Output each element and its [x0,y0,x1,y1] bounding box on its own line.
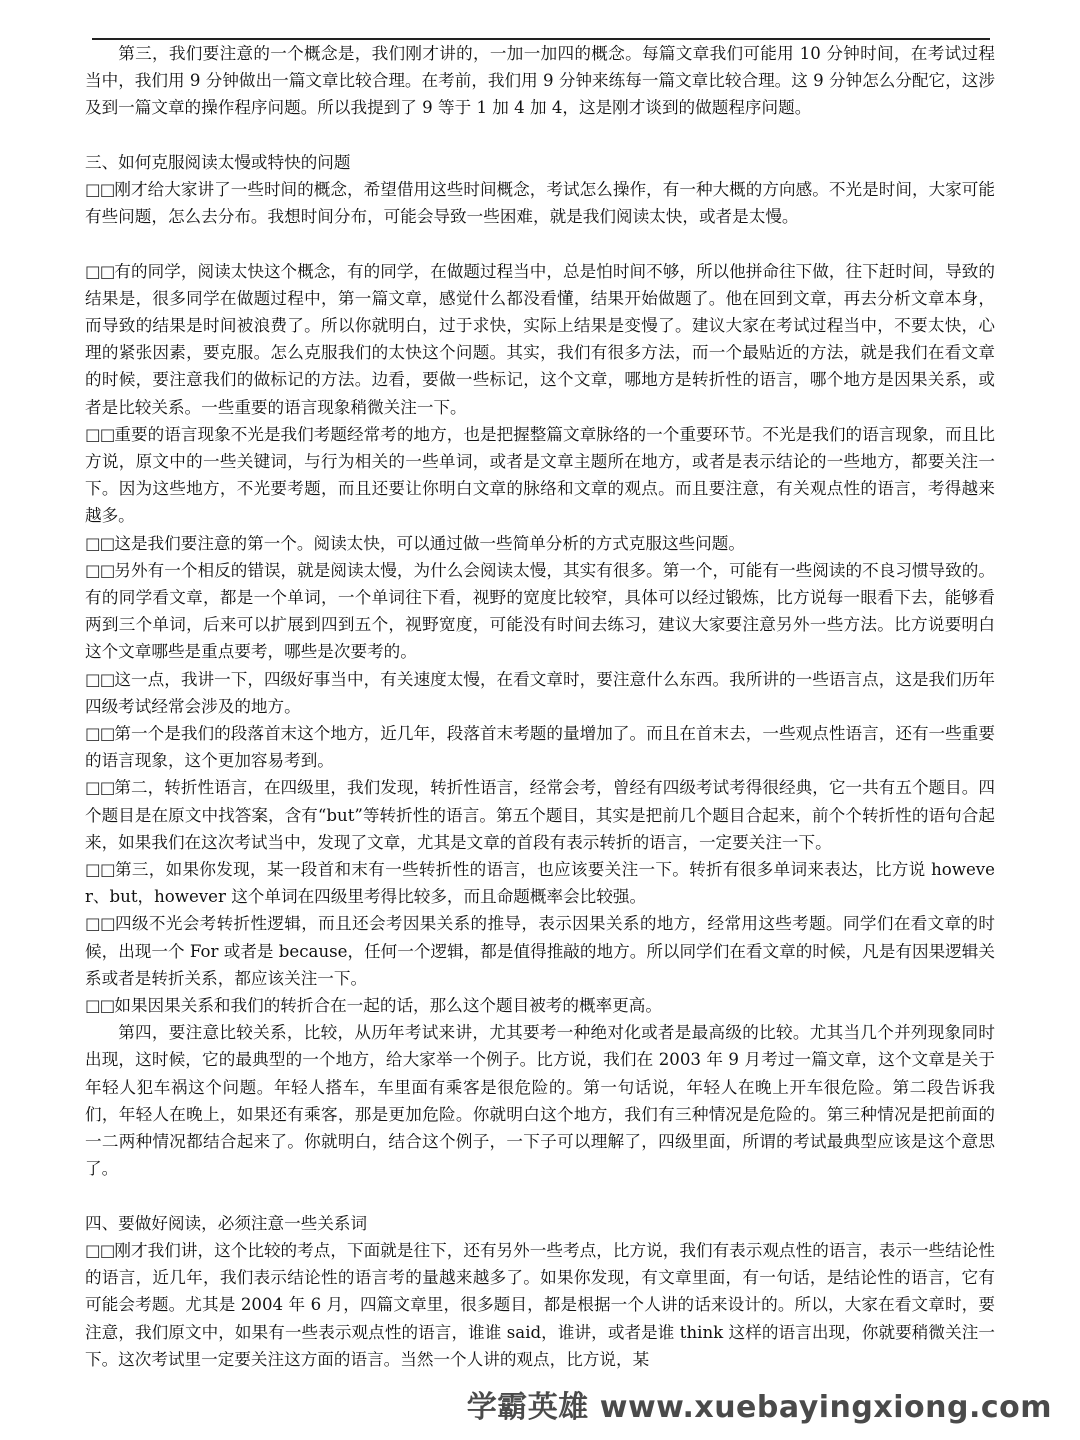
blank-line [85,230,995,257]
paragraph: □□ 刚才给大家讲了一些时间的概念，希望借用这些时间概念，考试怎么操作，有一种大概的方向感。不光是时间，大家可能有些问题，怎么去分布。我想时间分布，可能会导致一些困难，就是我们阅读太快，或者是太慢。 [85,176,995,230]
paragraph: □□ 刚才我们讲，这个比较的考点，下面就是往下，还有另外一些考点，比方说，我们有表示观点性的语言，表示一些结论性的语言，近几年，我们表示结论性的语言考的量越来越多了。如果你发现，有文章里面，有一句话，是结论性的语言，它有可能会考题。尤其是 2004 年 6 月，四篇文章里，很多题目，都是根据一个人讲的话来设计的。所以，大家在看文章时，要注意，我们原文中，如果有一些表示观点性的语言，谁谁 said，谁讲，或者是谁 think 这样的语言出现，你就要稍微关注一下。这次考试里一定要关注这方面的语言。当然一个人讲的观点，比方说，某 [85,1237,995,1373]
section-heading-4: 四、要做好阅读，必须注意一些关系词 [85,1213,368,1233]
blank-line [85,1183,995,1210]
paragraph-fourth-point: 第四，要注意比较关系，比较，从历年考试来讲，尤其要考一种绝对化或者是最高级的比较。尤其当几个并列现象同时出现，这时候，它的最典型的一个地方，给大家举一个例子。比方说，我们在 2003 年 9 月考过一篇文章，这个文章是关于年轻人犯车祸这个问题。年轻人搭车，车里面有乘客是很危险的。第一句话说，年轻人在晚上开车很危险。第二段告诉我们，年轻人在晚上，如果还有乘客，那是更加危险。你就明白这个地方，我们有三种情况是危险的。第三种情况是把前面的一二两种情况都结合起来了。你就明白，结合这个例子，一下子可以理解了，四级里面，所谓的考试最典型应该是这个意思了。 [85,1023,995,1179]
paragraph: □□ 第一个是我们的段落首末这个地方，近几年，段落首末考题的量增加了。而且在首末去，一些观点性语言，还有一些重要的语言现象，这个更加容易考到。 [85,720,995,774]
paragraph: □□ 有的同学，阅读太快这个概念，有的同学，在做题过程当中，总是怕时间不够，所以他拼命往下做，往下赶时间，导致的结果是，很多同学在做题过程中，第一篇文章，感觉什么都没看懂，结果开始做题了。他在回到文章，再去分析文章本身，而导致的结果是时间被浪费了。所以你就明白，过于求快，实际上结果是变慢了。建议大家在考试过程当中，不要太快，心理的紧张因素，要克服。怎么克服我们的太快这个问题。其实，我们有很多方法，而一个最贴近的方法，就是我们在看文章的时候，要注意我们的做标记的方法。边看，要做一些标记，这个文章，哪地方是转折性的语言，哪个地方是因果关系，或者是比较关系。一些重要的语言现象稍微关注一下。 [85,258,995,421]
blank-line [85,122,995,149]
paragraph: □□ 重要的语言现象不光是我们考题经常考的地方，也是把握整篇文章脉络的一个重要环节。不光是我们的语言现象，而且比方说，原文中的一些关键词，与行为相关的一些单词，或者是文章主题所在地方，或者是表示结论的一些地方，都要关注一下。因为这些地方，不光要考题，而且还要让你明白文章的脉络和文章的观点。而且要注意，有关观点性的语言，考得越来越多。 [85,421,995,530]
paragraph-third-point: 第三，我们要注意的一个概念是，我们刚才讲的，一加一加四的概念。每篇文章我们可能用 10 分钟时间，在考试过程当中，我们用 9 分钟做出一篇文章比较合理。在考前，我们用 9 分钟来练每一篇文章比较合理。这 9 分钟怎么分配它，这涉及到一篇文章的操作程序问题。所以我提到了 9 等于 1 加 4 加 4，这是刚才谈到的做题程序问题。 [85,44,995,118]
paragraph: □□ 第二，转折性语言，在四级里，我们发现，转折性语言，经常会考，曾经有四级考试考得很经典，它一共有五个题目。四个题目是在原文中找答案，含有“but”等转折性的语言。第五个题目，其实是把前几个题目合起来，前个个转折性的语句合起来，如果我们在这次考试当中，发现了文章，尤其是文章的首段有表示转折的语言，一定要关注一下。 [85,774,995,856]
paragraph: □□ 第三，如果你发现，某一段首和末有一些转折性的语言，也应该要关注一下。转折有很多单词来表达，比方说 however、but，however 这个单词在四级里考得比较多，而且命题概率会比较强。 [85,856,995,910]
paragraph: □□ 如果因果关系和我们的转折合在一起的话，那么这个题目被考的概率更高。 [85,992,995,1019]
section-heading-3: 三、如何克服阅读太慢或特快的问题 [85,152,351,172]
paragraph: □□ 四级不光会考转折性逻辑，而且还会考因果关系的推导，表示因果关系的地方，经常用这些考题。同学们在看文章的时候，出现一个 For 或者是 because，任何一个逻辑，都是值得推敲的地方。所以同学们在看文章的时候，凡是有因果逻辑关系或者是转折关系，都应该关注一下。 [85,910,995,992]
paragraph: □□ 另外有一个相反的错误，就是阅读太慢，为什么会阅读太慢，其实有很多。第一个，可能有一些阅读的不良习惯导致的。有的同学看文章，都是一个单词，一个单词往下看，视野的宽度比较窄，具体可以经过锻炼，比方说每一眼看下去，能够看两到三个单词，后来可以扩展到四到五个，视野宽度，可能没有时间去练习，建议大家要注意另外一些方法。比方说要明白这个文章哪些是重点要考，哪些是次要考的。 [85,557,995,666]
paragraph: □□ 这是我们要注意的第一个。阅读太快，可以通过做一些简单分析的方式克服这些问题。 [85,530,995,557]
site-watermark: 学霸英雄 www.xuebayingxiong.com [466,1390,1052,1425]
document-body [85,40,995,1373]
paragraph: □□ 这一点，我讲一下，四级好事当中，有关速度太慢，在看文章时，要注意什么东西。我所讲的一些语言点，这是我们历年四级考试经常会涉及的地方。 [85,666,995,720]
